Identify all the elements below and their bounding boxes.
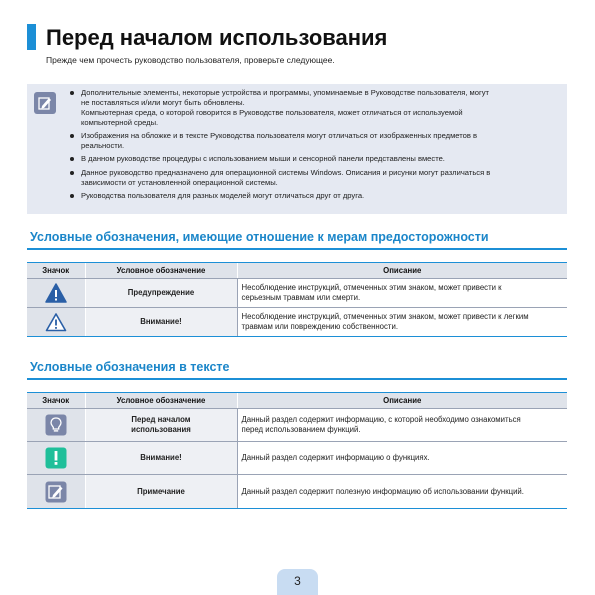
warning-filled-icon: [27, 279, 85, 308]
column-header-name: Условное обозначение: [85, 393, 237, 409]
list-item: Изображения на обложке и в тексте Руководства пользователя могут отличаться от изображенных предметов в реальности.: [69, 131, 559, 151]
title-accent-bar: [27, 24, 36, 50]
note-box: [27, 84, 567, 214]
note-list: [69, 88, 559, 204]
pencil-note-icon: [27, 475, 85, 509]
symbol-description: Несоблюдение инструкций, отмеченных этим знаком, может привести к легким травмам или повреждению собственности.: [237, 308, 567, 337]
table-row: [27, 409, 567, 442]
symbol-description: Данный раздел содержит информацию о функциях.: [237, 442, 567, 475]
page-number: 3: [294, 574, 301, 588]
safety-section-heading: Условные обозначения, имеющие отношение к мерам предосторожности: [30, 230, 489, 244]
column-header-icon: Значок: [27, 263, 85, 279]
safety-symbols-table: [27, 262, 567, 337]
section-divider: [27, 248, 567, 250]
column-header-description: Описание: [237, 393, 567, 409]
column-header-name: Условное обозначение: [85, 263, 237, 279]
column-header-description: Описание: [237, 263, 567, 279]
page-title: Перед началом использования: [46, 25, 388, 50]
text-symbols-section-heading: Условные обозначения в тексте: [30, 360, 230, 374]
symbol-name: Перед началом использования: [85, 409, 237, 442]
lightbulb-icon: [27, 409, 85, 442]
list-item: Дополнительные элементы, некоторые устройства и программы, упоминаемые в Руководстве пользователя, могут не поставляться и/или могут быть обновлены. Компьютерная среда, о которой говорится в Руководстве пользователя, может отличаться от используемой компьютерной среды.: [69, 88, 559, 128]
symbol-name: Внимание!: [85, 442, 237, 475]
exclamation-icon: [27, 442, 85, 475]
section-divider: [27, 378, 567, 380]
symbol-description: Данный раздел содержит информацию, с которой необходимо ознакомиться перед использованием функций.: [237, 409, 567, 442]
table-row: [27, 279, 567, 308]
caution-outline-icon: [27, 308, 85, 337]
table-row: [27, 308, 567, 337]
pencil-note-icon: [34, 92, 56, 114]
table-row: [27, 475, 567, 509]
symbol-name: Внимание!: [85, 308, 237, 337]
symbol-name: Предупреждение: [85, 279, 237, 308]
symbol-description: Данный раздел содержит полезную информацию об использовании функций.: [237, 475, 567, 509]
list-item: Данное руководство предназначено для операционной системы Windows. Описания и рисунки могут различаться в зависимости от установленной операционной системы.: [69, 168, 559, 188]
list-item: В данном руководстве процедуры с использованием мыши и сенсорной панели представлены вместе.: [69, 154, 559, 164]
column-header-icon: Значок: [27, 393, 85, 409]
page-subtitle: Прежде чем прочесть руководство пользователя, проверьте следующее.: [46, 55, 335, 65]
symbol-name: Примечание: [85, 475, 237, 509]
table-row: [27, 442, 567, 475]
symbol-description: Несоблюдение инструкций, отмеченных этим знаком, может привести к серьезным травмам или смерти.: [237, 279, 567, 308]
list-item: Руководства пользователя для разных моделей могут отличаться друг от друга.: [69, 191, 559, 201]
text-symbols-table: [27, 392, 567, 509]
